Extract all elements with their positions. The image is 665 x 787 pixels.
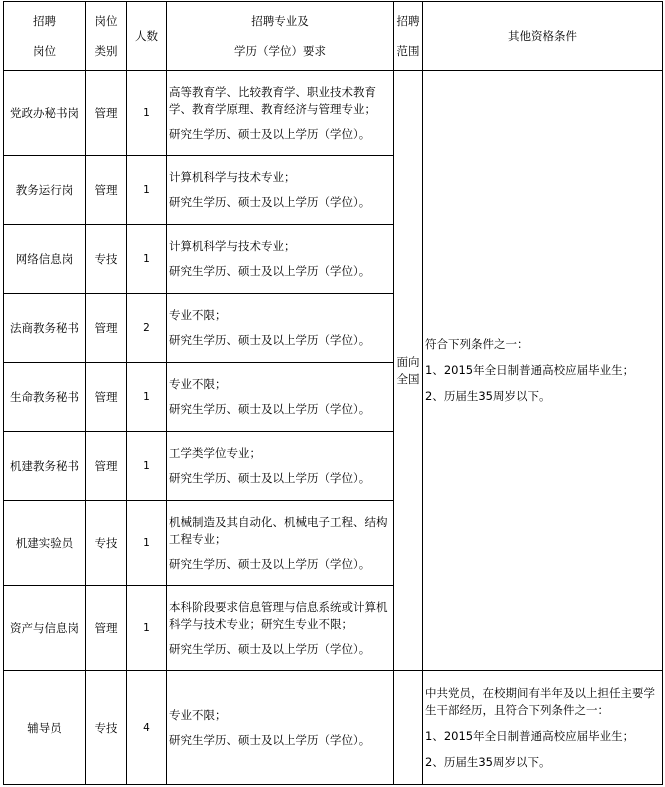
header-major: 招聘专业及 学历（学位）要求 [167, 2, 394, 71]
header-post: 招聘 岗位 [4, 2, 86, 71]
header-other: 其他资格条件 [423, 2, 663, 71]
header-type: 岗位 类别 [86, 2, 127, 71]
type-cell: 管理 [86, 156, 127, 225]
header-scope: 招聘 范围 [394, 2, 423, 71]
scope-cell-empty [394, 671, 423, 785]
major-cell: 工学类学位专业； 研究生学历、硕士及以上学历（学位）。 [167, 432, 394, 501]
major-cell: 专业不限； 研究生学历、硕士及以上学历（学位）。 [167, 363, 394, 432]
major-cell: 专业不限； 研究生学历、硕士及以上学历（学位）。 [167, 294, 394, 363]
count-cell: 1 [127, 225, 167, 294]
post-cell: 机建教务秘书 [4, 432, 86, 501]
count-cell: 1 [127, 586, 167, 671]
post-cell: 机建实验员 [4, 501, 86, 586]
other-counselor-cell: 中共党员，在校期间有半年及以上担任主要学生干部经历，且符合下列条件之一： 1、2015年全日制普通高校应届毕业生； 2、历届生35周岁以下。 [423, 671, 663, 785]
major-cell: 专业不限； 研究生学历、硕士及以上学历（学位）。 [167, 671, 394, 785]
post-cell: 网络信息岗 [4, 225, 86, 294]
count-cell: 4 [127, 671, 167, 785]
scope-cell: 面向全国 [394, 71, 423, 671]
type-cell: 管理 [86, 71, 127, 156]
post-cell: 法商教务秘书 [4, 294, 86, 363]
recruitment-table [3, 1, 663, 785]
post-cell: 生命教务秘书 [4, 363, 86, 432]
count-cell: 1 [127, 156, 167, 225]
type-cell: 管理 [86, 432, 127, 501]
other-general-cell: 符合下列条件之一： 1、2015年全日制普通高校应届毕业生； 2、历届生35周岁以下。 [423, 71, 663, 671]
post-cell: 辅导员 [4, 671, 86, 785]
major-cell: 计算机科学与技术专业； 研究生学历、硕士及以上学历（学位）。 [167, 156, 394, 225]
table-row [4, 71, 663, 156]
count-cell: 1 [127, 363, 167, 432]
type-cell: 管理 [86, 586, 127, 671]
major-cell: 本科阶段要求信息管理与信息系统或计算机科学与技术专业；研究生专业不限； 研究生学历、硕士及以上学历（学位）。 [167, 586, 394, 671]
count-cell: 1 [127, 501, 167, 586]
type-cell: 管理 [86, 294, 127, 363]
post-cell: 资产与信息岗 [4, 586, 86, 671]
type-cell: 管理 [86, 363, 127, 432]
type-cell: 专技 [86, 671, 127, 785]
major-cell: 机械制造及其自动化、机械电子工程、结构工程专业； 研究生学历、硕士及以上学历（学位）。 [167, 501, 394, 586]
major-cell: 高等教育学、比较教育学、职业技术教育学、教育学原理、教育经济与管理专业； 研究生学历、硕士及以上学历（学位）。 [167, 71, 394, 156]
type-cell: 专技 [86, 501, 127, 586]
count-cell: 2 [127, 294, 167, 363]
count-cell: 1 [127, 71, 167, 156]
post-cell: 党政办秘书岗 [4, 71, 86, 156]
major-cell: 计算机科学与技术专业； 研究生学历、硕士及以上学历（学位）。 [167, 225, 394, 294]
post-cell: 教务运行岗 [4, 156, 86, 225]
header-count: 人数 [127, 2, 167, 71]
count-cell: 1 [127, 432, 167, 501]
table-row [4, 671, 663, 785]
type-cell: 专技 [86, 225, 127, 294]
header-row [4, 2, 663, 71]
